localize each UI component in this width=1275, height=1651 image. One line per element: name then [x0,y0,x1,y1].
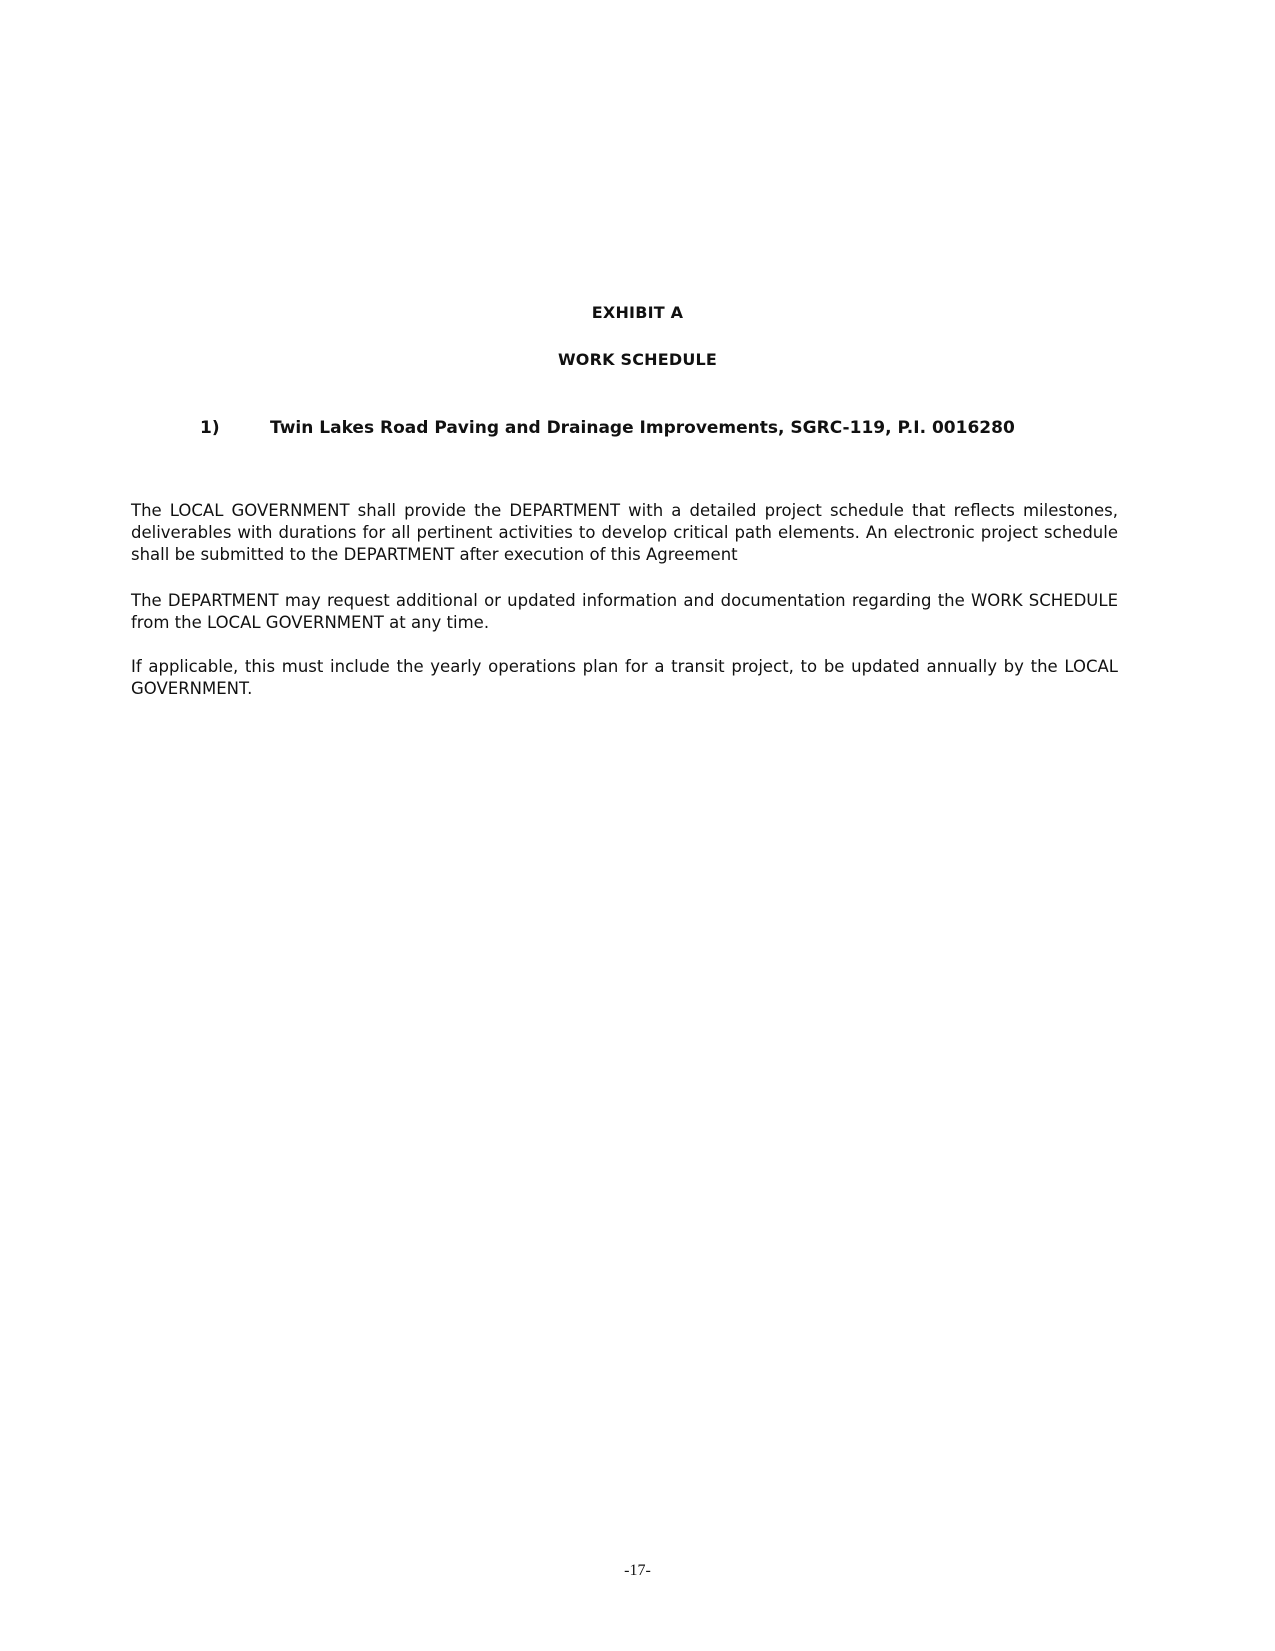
work-item-title: Twin Lakes Road Paving and Drainage Improvements, SGRC-119, P.I. 0016280 [270,418,1015,438]
paragraph-transit-plan: If applicable, this must include the yearly operations plan for a transit project, to be updated annually by the LOCAL GOVERNMENT. [131,657,1118,698]
section-title: WORK SCHEDULE [557,350,718,369]
paragraph-schedule-requirement: The LOCAL GOVERNMENT shall provide the DEPARTMENT with a detailed project schedule that reflects milestones, deliverables with durations for all pertinent activities to develop critical path elements. An electronic project schedule shall be submitted to the DEPARTMENT after execution of this Agreement [131,501,1118,564]
page-number: -17- [624,1562,651,1579]
exhibit-title: EXHIBIT A [591,303,684,322]
work-item-number: 1) [200,418,220,438]
paragraph-department-request: The DEPARTMENT may request additional or updated information and documentation regarding the WORK SCHEDULE from the LOCAL GOVERNMENT at any time. [131,591,1118,632]
